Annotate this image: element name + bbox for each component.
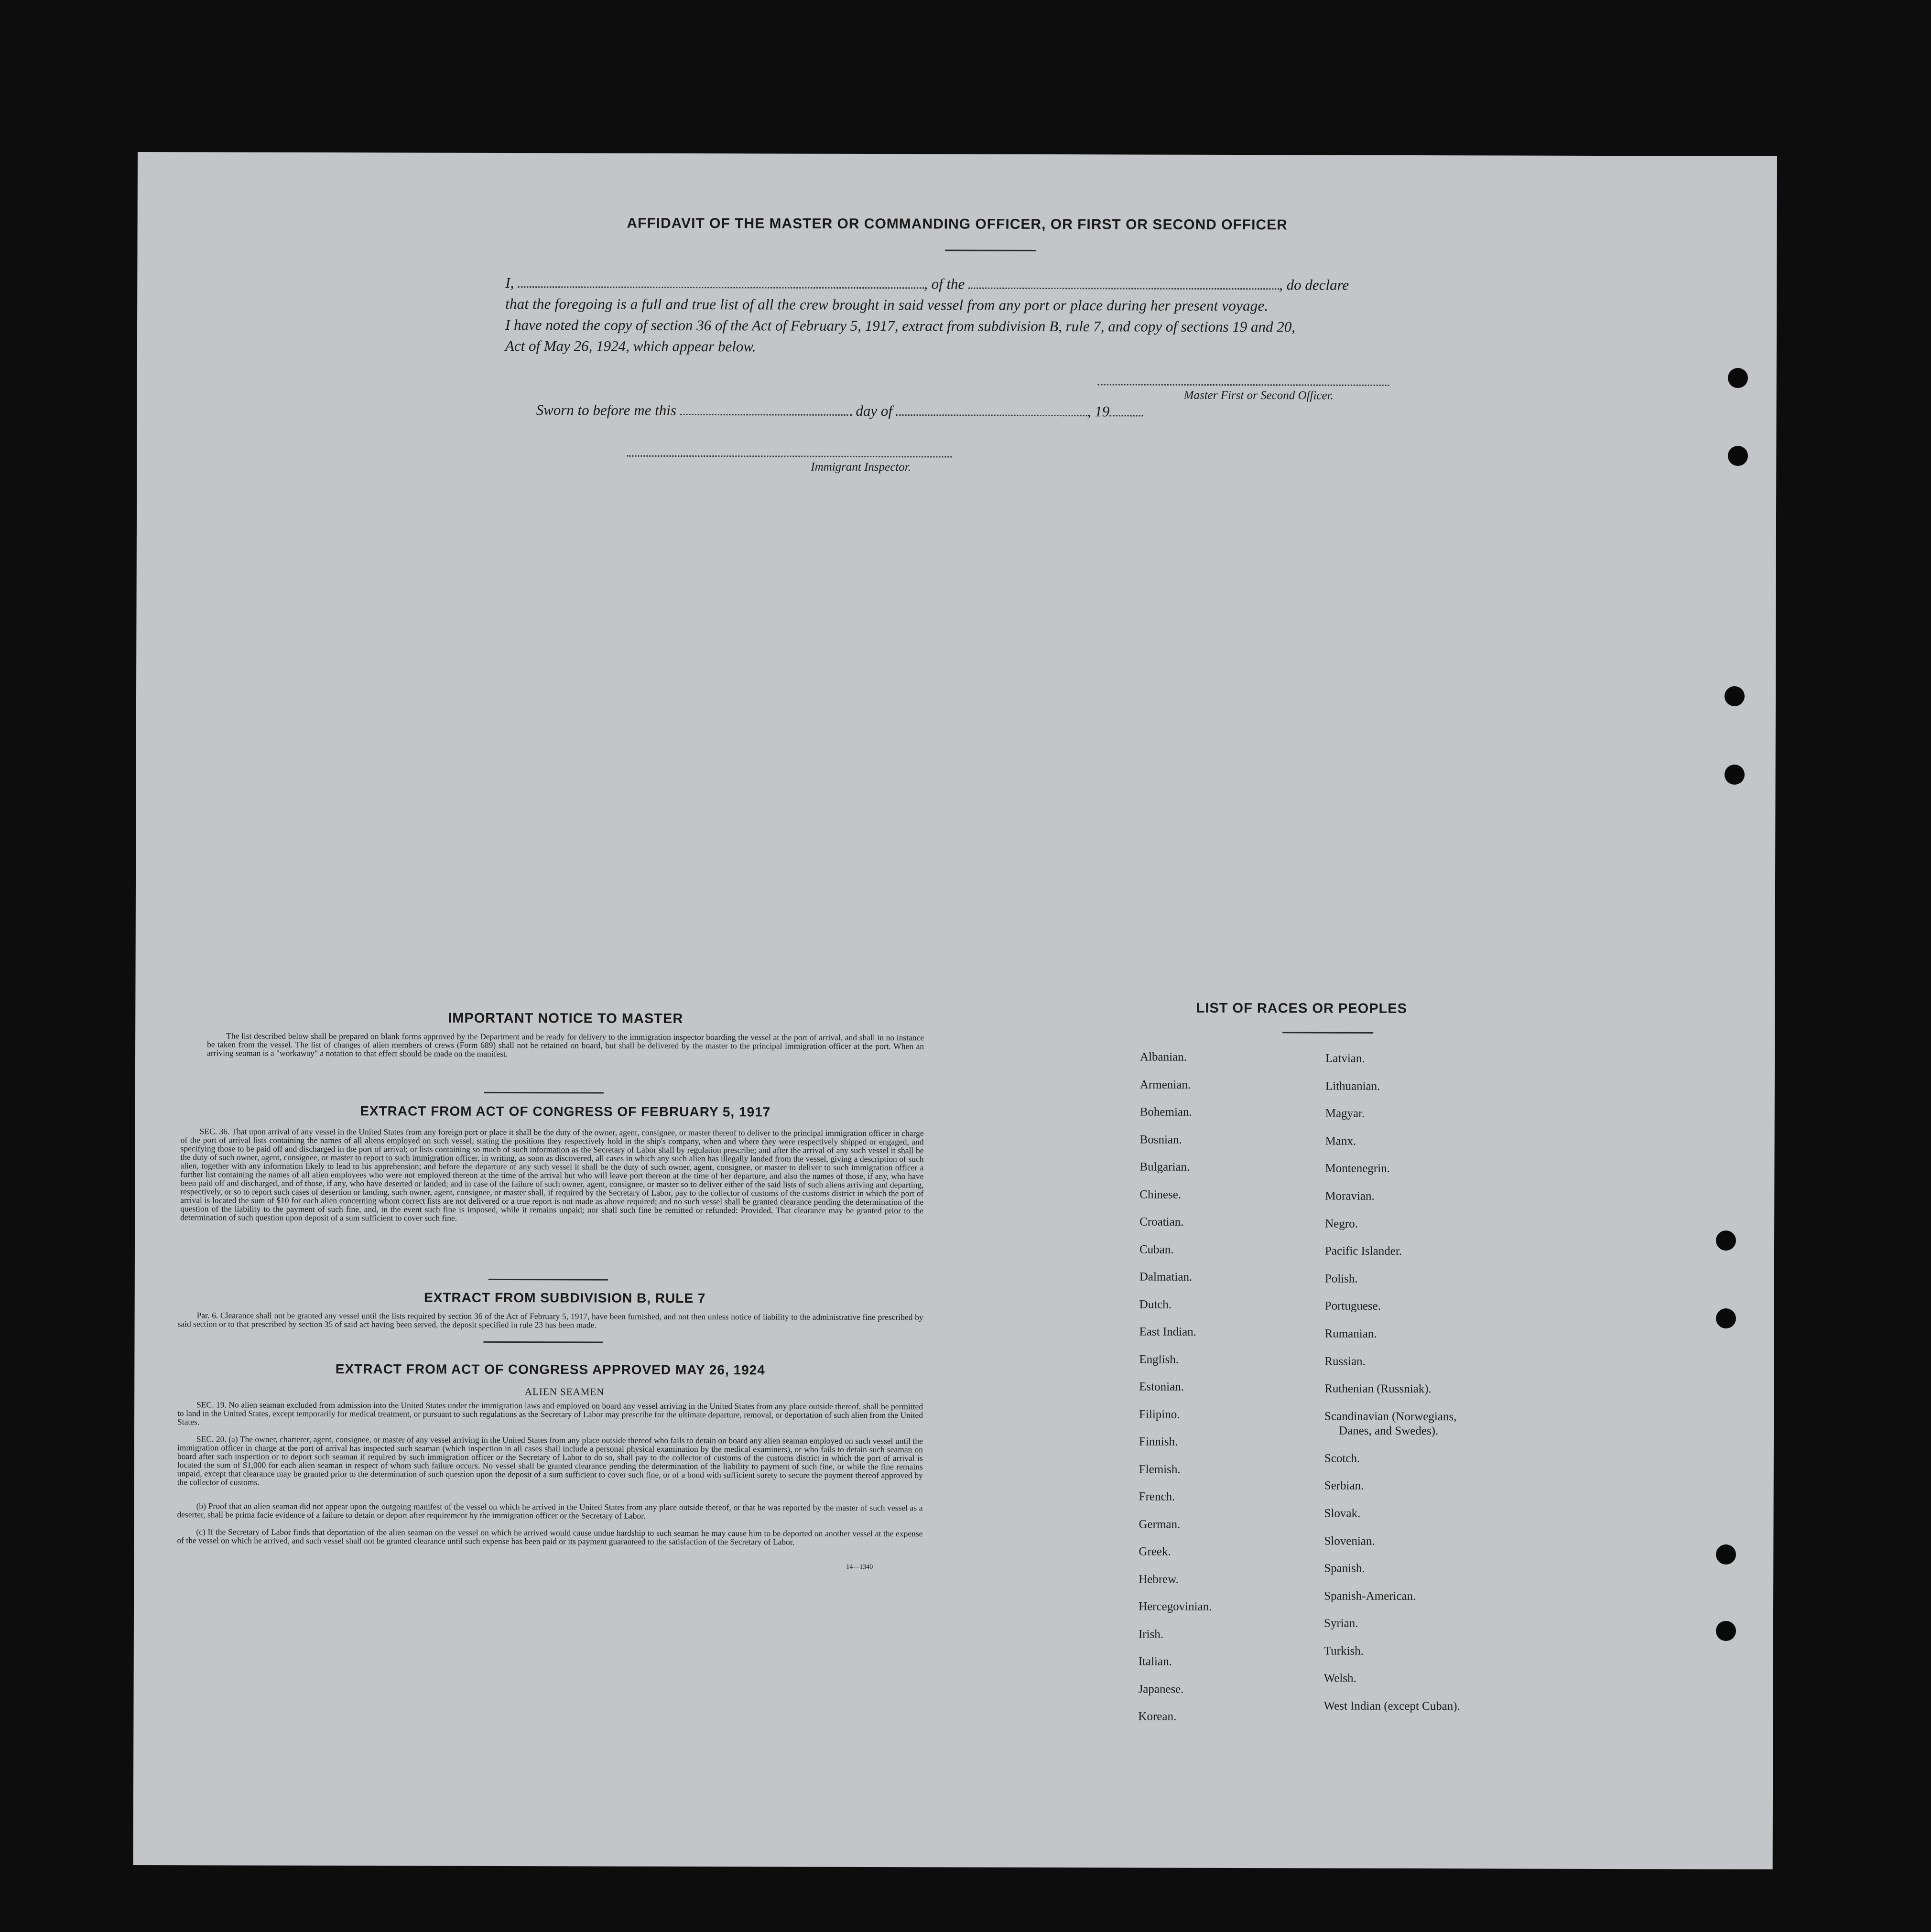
race-item: Slovenian. bbox=[1324, 1534, 1375, 1548]
race-item: Montenegrin. bbox=[1325, 1162, 1390, 1176]
race-item: Portuguese. bbox=[1324, 1299, 1381, 1313]
race-item: Bohemian. bbox=[1139, 1105, 1192, 1119]
inspector-signature-label: Immigrant Inspector. bbox=[811, 460, 911, 474]
races-divider bbox=[1282, 1032, 1373, 1033]
race-item: Moravian. bbox=[1325, 1189, 1375, 1203]
form-sheet bbox=[133, 152, 1777, 1869]
inspector-signature-line[interactable] bbox=[627, 455, 952, 458]
race-item: Russian. bbox=[1324, 1355, 1366, 1368]
race-item: Serbian. bbox=[1324, 1479, 1364, 1493]
race-item: German. bbox=[1139, 1517, 1181, 1531]
punch-hole bbox=[1716, 1308, 1736, 1328]
declaration-line-1 bbox=[505, 272, 1413, 296]
extract-1924-title: EXTRACT FROM ACT OF CONGRESS APPROVED MAY 26, 1924 bbox=[335, 1361, 765, 1378]
form-number: 14—1340 bbox=[846, 1563, 873, 1571]
race-item: Greek. bbox=[1139, 1545, 1171, 1558]
race-item: Lithuanian. bbox=[1325, 1079, 1380, 1093]
year-prefix: , 19 bbox=[1087, 403, 1110, 420]
race-item: Irish. bbox=[1138, 1627, 1164, 1641]
declaration-do-declare: , do declare bbox=[1279, 276, 1349, 293]
punch-hole bbox=[1716, 1544, 1736, 1565]
notice-divider bbox=[484, 1092, 604, 1094]
extract-1917-divider bbox=[488, 1279, 608, 1281]
declaration-line-2: that the foregoing is a full and true list of all the crew brought in said vessel from any port or place during her present voyage. bbox=[505, 295, 1269, 314]
vessel-blank[interactable] bbox=[968, 285, 1279, 290]
race-item: West Indian (except Cuban). bbox=[1323, 1699, 1460, 1713]
race-item: Turkish. bbox=[1323, 1644, 1364, 1658]
declaration-line-4: Act of May 26, 1924, which appear below. bbox=[505, 337, 756, 355]
punch-hole bbox=[1725, 686, 1745, 706]
punch-hole bbox=[1728, 368, 1748, 388]
race-item: Chinese. bbox=[1139, 1187, 1182, 1201]
race-item: French. bbox=[1139, 1490, 1175, 1503]
declaration-line-3: I have noted the copy of section 36 of the Act of February 5, 1917, extract from subdivision B, rule 7, and copy of sections 19 and 20, bbox=[505, 316, 1296, 335]
sec19-body: SEC. 19. No alien seaman excluded from admission into the United States under the immigration laws and employed on board any vessel arriving in the United States from any place outside thereof, shall be permitted to land in the United States, except temporarily for medical treatment, or pursuant to such regulations as the Secretary of Labor may prescribe for the ultimate departure, removal, or deportation of such alien from the United States. bbox=[177, 1400, 923, 1427]
race-item: Welsh. bbox=[1323, 1672, 1356, 1685]
race-item: Dutch. bbox=[1139, 1297, 1172, 1311]
race-item: Filipino. bbox=[1139, 1407, 1180, 1421]
notice-title: IMPORTANT NOTICE TO MASTER bbox=[448, 1010, 683, 1026]
race-item: Slovak. bbox=[1324, 1507, 1361, 1520]
race-item: Magyar. bbox=[1325, 1107, 1365, 1120]
punch-hole bbox=[1728, 446, 1748, 466]
rule7-title: EXTRACT FROM SUBDIVISION B, RULE 7 bbox=[423, 1290, 706, 1306]
declaration-of-the: , of the bbox=[924, 275, 965, 292]
race-item: Syrian. bbox=[1323, 1617, 1358, 1630]
affidavit-title: AFFIDAVIT OF THE MASTER OR COMMANDING OFFICER, OR FIRST OR SECOND OFFICER bbox=[627, 215, 1288, 233]
alien-seamen-subtitle: ALIEN SEAMEN bbox=[524, 1386, 605, 1398]
title-divider bbox=[945, 249, 1036, 251]
notice-body: The list described below shall be prepared on blank forms approved by the Department and be ready for delivery to the immigration inspector boarding the vessel at the port of arrival, and shall in no instance be taken from the vessel. The list of changes of alien members of crews (Form 689) shall not be retained on board, but shall be delivered by the master to the principal immigration officer at the port. When an arriving seaman is a "workaway" a notation to that effect should be made on the manifest. bbox=[207, 1031, 924, 1059]
race-item: Cuban. bbox=[1139, 1242, 1174, 1256]
sec20c-body: (c) If the Secretary of Labor finds that deportation of the alien seaman on the vessel on which he arrived would cause undue hardship to such seaman he may cause him to be deported on another vessel at the expense of the vessel on which he arrived, and such vessel shall not be granted clearance until such expense has been paid or its payment guaranteed to the satisfaction of the Secretary of Labor. bbox=[177, 1527, 923, 1547]
race-item: Bulgarian. bbox=[1139, 1160, 1190, 1174]
race-item: Pacific Islander. bbox=[1324, 1244, 1402, 1258]
extract-1917-title: EXTRACT FROM ACT OF CONGRESS OF FEBRUARY 5, 1917 bbox=[360, 1103, 771, 1120]
race-item: Rumanian. bbox=[1324, 1327, 1377, 1340]
race-item: Polish. bbox=[1324, 1272, 1358, 1285]
race-item: Estonian. bbox=[1139, 1380, 1184, 1393]
race-item: Japanese. bbox=[1138, 1682, 1184, 1696]
race-item: English. bbox=[1139, 1352, 1179, 1366]
race-item: Danes, and Swedes). bbox=[1338, 1424, 1439, 1437]
declaration-i: I, bbox=[505, 274, 514, 291]
race-item: Ruthenian (Russniak). bbox=[1324, 1382, 1432, 1396]
punch-hole bbox=[1725, 765, 1745, 785]
race-item: Negro. bbox=[1325, 1217, 1358, 1230]
race-item: Dalmatian. bbox=[1139, 1270, 1193, 1284]
race-item: Hebrew. bbox=[1139, 1572, 1179, 1586]
year-blank[interactable] bbox=[1109, 412, 1143, 416]
master-signature-line[interactable] bbox=[1098, 384, 1389, 386]
month-blank[interactable] bbox=[896, 411, 1087, 416]
name-blank[interactable] bbox=[518, 283, 924, 289]
race-item: Albanian. bbox=[1140, 1050, 1187, 1064]
race-item: Flemish. bbox=[1139, 1462, 1181, 1476]
race-item: Korean. bbox=[1138, 1710, 1177, 1723]
punch-hole bbox=[1716, 1230, 1736, 1251]
race-item: Armenian. bbox=[1139, 1078, 1191, 1091]
sec20b-body: (b) Proof that an alien seaman did not appear upon the outgoing manifest of the vessel on which he arrived in the United States from any place outside thereof, or that he was reported by the master of such vessel as a deserter, shall be prima facie evidence of a failure to detain or deport after requirement by the immigration officer or the Secretary of Labor. bbox=[177, 1501, 923, 1521]
sworn-line bbox=[536, 401, 1143, 420]
day-of-text: day of bbox=[856, 402, 893, 420]
race-item: Spanish-American. bbox=[1324, 1589, 1416, 1603]
races-column-1 bbox=[1138, 1043, 1213, 1730]
extract-1917-body: SEC. 36. That upon arrival of any vessel in the United States from any foreign port or place it shall be the duty of the owner, agent, consignee, or master thereof to deliver to the principal immigration officer in charge of the port of arrival lists containing the names of all aliens employed on such vessel, stating the positions they respectively hold in the ship's company, when and where they were respectively shipped or engaged, and specifying those to be paid off and discharged in the port of arrival; or lists containing so much of such information as the Secretary of Labor shall by regulation prescribe; and after the arrival of any such vessel it shall be the duty of such owner, agent, consignee, or master to report to such immigration officer, in writing, as soon as discovered, all cases in which any such alien has illegally landed from the vessel, giving a description of such alien, together with any information likely to lead to his apprehension; and before the departure of any such vessel it shall be the duty of such owner, agent, consignee, or master to deliver to such immigration officer a further list containing the names of all alien employees who were not employed thereon at the time of the arrival but who will leave port thereon at the time of her departure, and also the names of those, if any, who have been paid off and discharged, and of those, if any, who have deserted or landed; and in case of the failure of such owner, agent, consignee, or master so to deliver either of the said lists of such aliens arriving and departing, respectively, or so to report such cases of desertion or landing, such owner, agent, consignee, or master shall, if required by the Secretary of Labor, pay to the collector of customs of the customs district in which the port of arrival is located the sum of $10 for each alien concerning whom correct lists are not delivered or a true report is not made as above required; and no such vessel shall be granted clearance pending the determination of the question of the liability to the payment of such fine, and, in the event such fine is imposed, while it remains unpaid; nor shall such fine be remitted or refunded: Provided, That clearance may be granted prior to the determination of such question upon deposit of a sum sufficient to cover such fine. bbox=[180, 1126, 924, 1223]
race-item: Scandinavian (Norwegians, bbox=[1324, 1410, 1457, 1423]
race-item: Spanish. bbox=[1324, 1562, 1365, 1575]
race-item: Hercegovinian. bbox=[1139, 1600, 1212, 1613]
day-blank[interactable] bbox=[680, 411, 852, 416]
race-item: Scotch. bbox=[1324, 1452, 1360, 1465]
punch-hole bbox=[1716, 1621, 1736, 1641]
races-title: LIST OF RACES OR PEOPLES bbox=[1196, 1000, 1408, 1016]
race-item: Croatian. bbox=[1139, 1215, 1184, 1229]
race-item: Manx. bbox=[1325, 1134, 1356, 1148]
race-item: Italian. bbox=[1138, 1655, 1172, 1668]
race-item: Bosnian. bbox=[1139, 1133, 1182, 1146]
race-item: Finnish. bbox=[1139, 1435, 1178, 1448]
master-signature-label: Master First or Second Officer. bbox=[1183, 389, 1334, 402]
rule7-divider bbox=[483, 1341, 603, 1343]
sec20a-body: SEC. 20. (a) The owner, charterer, agent, consignee, or master of any vessel arriving in the United States from any place outside thereof who fails to detain on board any alien seaman employed on such vessel until the immigration officer in charge at the port of arrival has inspected such seaman (which inspection in all cases shall include a personal physical examination by the medical examiners), or who fails to detain such seaman on board after such inspection or to deport such seaman if required by such immigration officer or the Secretary of Labor to do so, shall pay to the collector of customs of the customs district in which the port of arrival is located the sum of $1,000 for each alien seaman in respect of whom such failure occurs. No vessel shall be granted clearance pending the determination of the liability to payment of such fine, or while the fine remains unpaid, except that clearance may be granted prior to the determination of such question upon the deposit of a sum sufficient to cover such fine, or of a bond with sufficient surety to secure the payment thereof approved by the collector of customs. bbox=[177, 1434, 923, 1487]
sworn-text: Sworn to before me this bbox=[536, 401, 676, 419]
race-item: Latvian. bbox=[1325, 1052, 1365, 1065]
rule7-body: Par. 6. Clearance shall not be granted any vessel until the lists required by section 36 of the Act of February 5, 1917, have been furnished, and not then unless notice of liability to the administrative fine prescribed by said section or to that prescribed by section 35 of said act having been served, the deposit specified in rule 23 has been made. bbox=[177, 1310, 923, 1330]
race-item: East Indian. bbox=[1139, 1325, 1197, 1338]
races-column-2 bbox=[1323, 1045, 1462, 1720]
